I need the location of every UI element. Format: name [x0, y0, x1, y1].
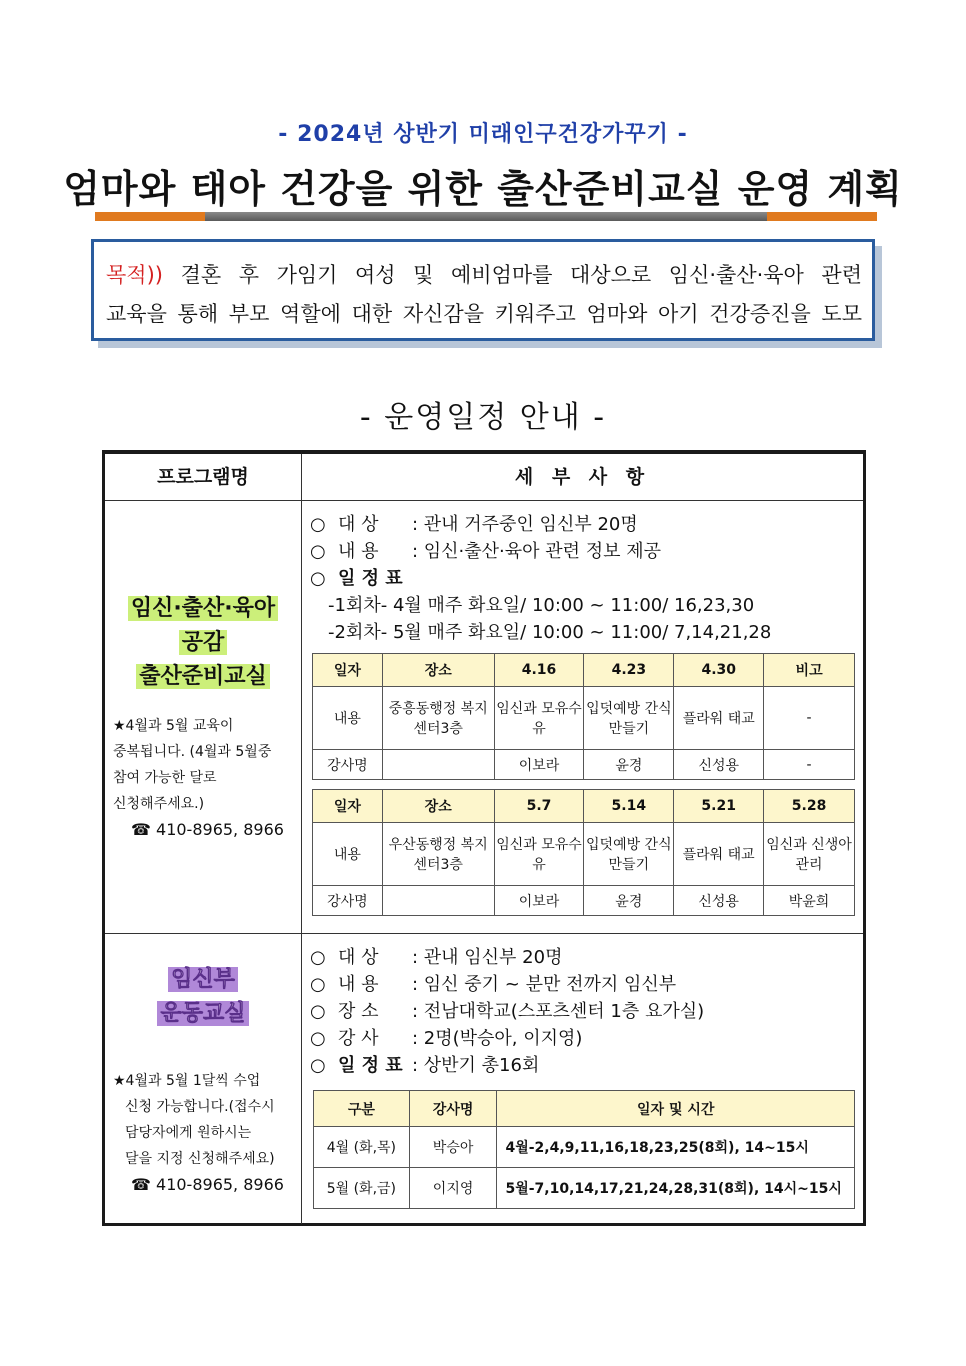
program-1-name-3: 출산준비교실: [136, 664, 270, 689]
program-2-detail: [302, 934, 863, 1224]
page-title: 엄마와 태아 건강을 위한 출산준비교실 운영 계획: [63, 167, 903, 211]
program-row-1: [105, 501, 863, 934]
program-2-name-2: 운동교실: [157, 1001, 248, 1026]
exercise-schedule-table: 구분 강사명 일자 및 시간 4월 (화,목) 박승아 4월-2,4,9,11,16,18,23,25(8회), 14~15시 5월 (화,금) 이지영 5월-7,10,14,17,21,24,28,31(8회), 14시~15시: [313, 1090, 855, 1209]
section-title: - 운영일정 안내 -: [359, 400, 607, 435]
program-2-cell: [105, 934, 302, 1224]
header-detail: 세 부 사 항: [514, 466, 651, 488]
purpose-line-1: [106, 256, 862, 295]
subtitle: - 2024년 상반기 미래인구건강가꾸기 -: [278, 122, 688, 147]
purpose-text-1: 결혼 후 가임기 여성 및 예비엄마를 대상으로 임신·출산·육아 관련: [180, 263, 862, 287]
purpose-label: 목적)): [106, 263, 163, 287]
table-header: [105, 454, 863, 501]
program-2-phone: ☎ 410-8965, 8966: [131, 1175, 284, 1194]
purpose-line-2: 교육을 통해 부모 역할에 대한 자신감을 키워주고 엄마와 아기 건강증진을 도모: [106, 302, 862, 326]
program-1-note: ★4월과 5월 교육이 중복됩니다. (4월과 5월중 참여 가능한 달로 신청해주세요.) ☎ 410-8965, 8966: [113, 713, 299, 843]
program-1-name-2: 공감: [179, 630, 228, 655]
program-1-phone: ☎ 410-8965, 8966: [131, 820, 284, 839]
program-1-info: ○ 대 상 : 관내 거주중인 임신부 20명 ○ 내 용 : 임신·출산·육아 관련 정보 제공 ○ 일 정 표 -1회차- 4월 매주 화요일/ 10:00 ~ 11:00/ 16,23,30 -2회차- 5월 매주 화요일/ 10:00 ~ 11:00/ 7,14,21,28: [310, 514, 772, 643]
program-2-name-1: 임신부: [168, 967, 238, 992]
program-2-info: ○ 대 상 : 관내 임신부 20명 ○ 내 용 : 임신 중기 ~ 분만 전까지 임신부 ○ 장 소 : 전남대학교(스포츠센터 1층 요가실) ○ 강 사 : 2명(박승아, 이지영) ○ 일 정 표 : 상반기 총16회: [310, 947, 705, 1076]
program-1-detail: [302, 501, 863, 933]
header-program: 프로그램명: [105, 454, 302, 500]
program-row-2: [105, 934, 863, 1224]
purpose-box: [91, 239, 875, 341]
program-1-cell: [105, 501, 302, 933]
program-2-note: ★4월과 5월 1달씩 수업 신청 가능합니다.(접수시 담당자에게 원하시는 달을 지정 신청해주세요) ☎ 410-8965, 8966: [113, 1068, 299, 1198]
title-underline: [95, 212, 877, 221]
schedule-table: [102, 450, 866, 1226]
april-schedule-table: 일자 장소 4.16 4.23 4.30 비고 내용 중흥동행정 복지센터3층 임신과 모유수유 입덧예방 간식만들기 플라워 태교 - 강사명 이보라 윤경 신성용 -: [312, 653, 855, 780]
program-1-name-1: 임신·출산·육아: [128, 596, 278, 621]
may-schedule-table: 일자 장소 5.7 5.14 5.21 5.28 내용 우산동행정 복지센터3층 임신과 모유수유 입덧예방 간식만들기 플라워 태교 임신과 신생아관리 강사명 이보라 윤경 신성용 박윤희: [312, 789, 855, 916]
